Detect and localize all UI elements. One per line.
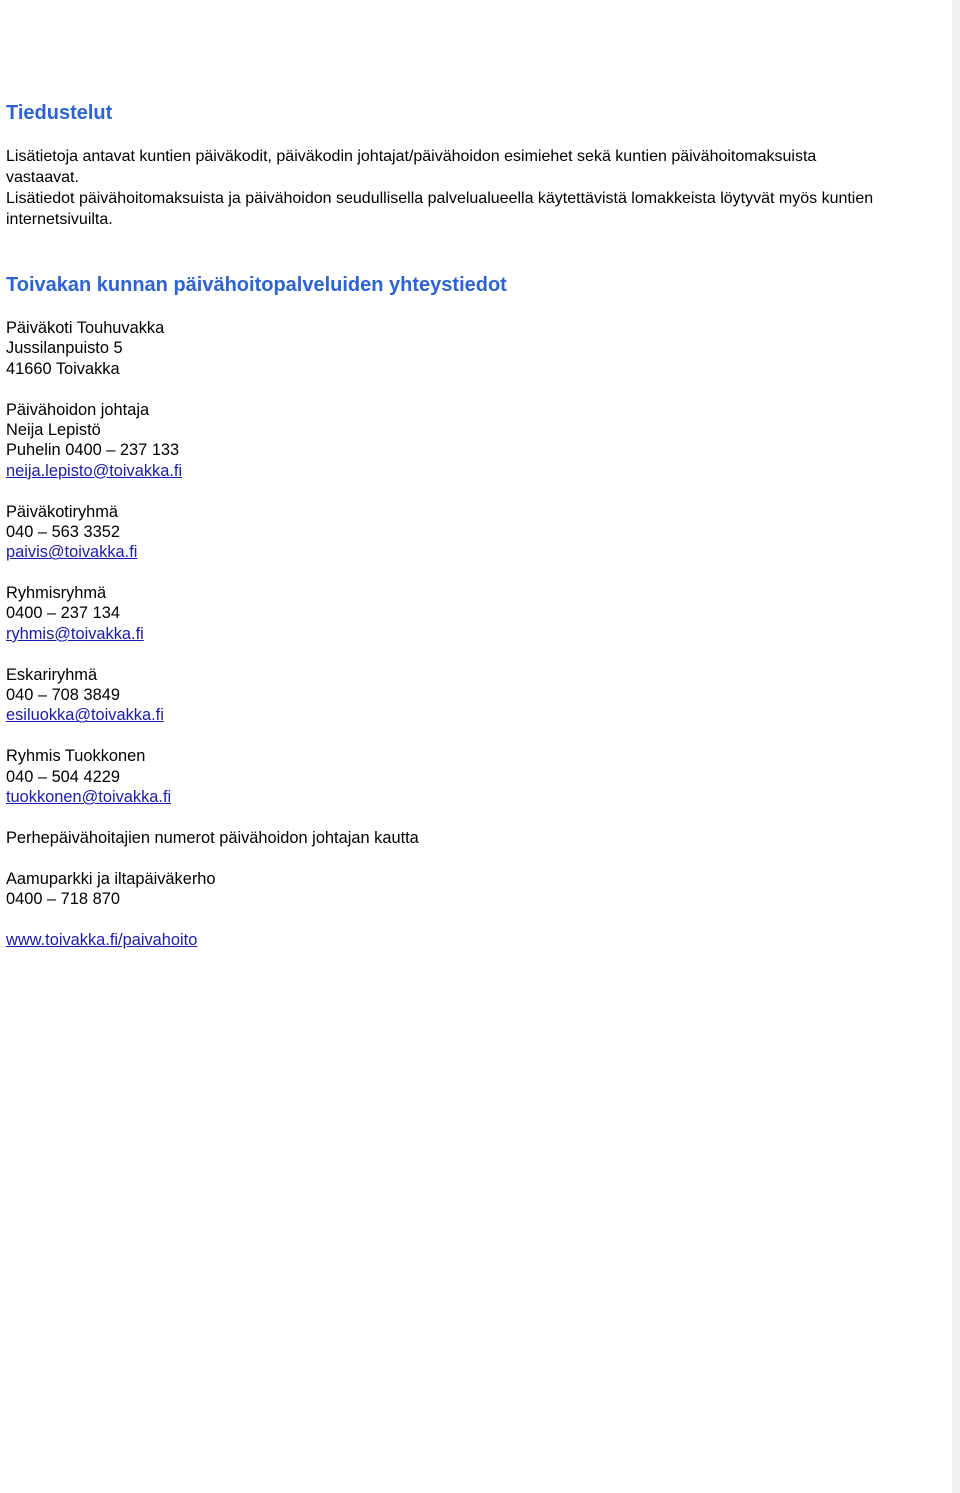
daycare-address-block [6,318,906,379]
spacer [6,848,906,868]
inquiries-heading: Tiedustelut [6,102,113,124]
spacer [6,909,906,929]
inquiries-paragraph-1: Lisätietoja antavat kuntien päiväkodit, päiväkodin johtajat/päivähoidon esimiehet sekä kuntien päivähoitomaksuista vastaavat. [6,148,817,186]
contacts-heading: Toivakan kunnan päivähoitopalveluiden yhteystiedot [6,274,507,296]
page-right-edge [952,0,960,1493]
website-link[interactable]: www.toivakka.fi/paivahoito [6,930,198,949]
group-name: Ryhmis Tuokkonen [6,747,146,766]
director-email-link[interactable]: neija.lepisto@toivakka.fi [6,461,183,480]
spacer [6,481,906,501]
director-phone: Puhelin 0400 – 237 133 [6,441,180,460]
group-block-ryhmisryhma [6,583,906,644]
spacer [6,807,906,827]
daycare-city: 41660 Toivakka [6,359,120,378]
spacer [6,644,906,664]
inquiries-paragraph-2: Lisätiedot päivähoitomaksuista ja päivähoidon seudullisella palvelualueella käytettävistä lomakkeista löytyvät myös kuntien internetsivuilta. [6,190,874,228]
morning-care-block [6,869,906,910]
director-role: Päivähoidon johtaja [6,400,150,419]
group-phone: 040 – 563 3352 [6,522,120,541]
group-email-link[interactable]: ryhmis@toivakka.fi [6,624,144,643]
family-daycare-note: Perhepäivähoitajien numerot päivähoidon johtajan kautta [6,828,419,847]
spacer [6,726,906,746]
spacer [6,563,906,583]
group-block-eskariryhma [6,665,906,726]
director-block [6,400,906,482]
spacer [6,379,906,399]
group-name: Päiväkotiryhmä [6,502,119,521]
group-block-ryhmis-tuokkonen [6,746,906,807]
group-email-link[interactable]: tuokkonen@toivakka.fi [6,787,172,806]
group-email-link[interactable]: paivis@toivakka.fi [6,543,138,562]
group-email-link[interactable]: esiluokka@toivakka.fi [6,706,164,725]
group-name: Eskariryhmä [6,665,98,684]
daycare-street: Jussilanpuisto 5 [6,339,123,358]
contacts-list [6,318,906,950]
group-phone: 0400 – 237 134 [6,604,120,623]
group-name: Ryhmisryhmä [6,584,107,603]
group-phone: 040 – 504 4229 [6,767,120,786]
daycare-name: Päiväkoti Touhuvakka [6,319,165,337]
director-name: Neija Lepistö [6,420,101,439]
group-phone: 040 – 708 3849 [6,686,120,705]
group-block-paivakotiryhma [6,502,906,563]
morning-care-name: Aamuparkki ja iltapäiväkerho [6,869,216,888]
morning-care-phone: 0400 – 718 870 [6,889,120,908]
